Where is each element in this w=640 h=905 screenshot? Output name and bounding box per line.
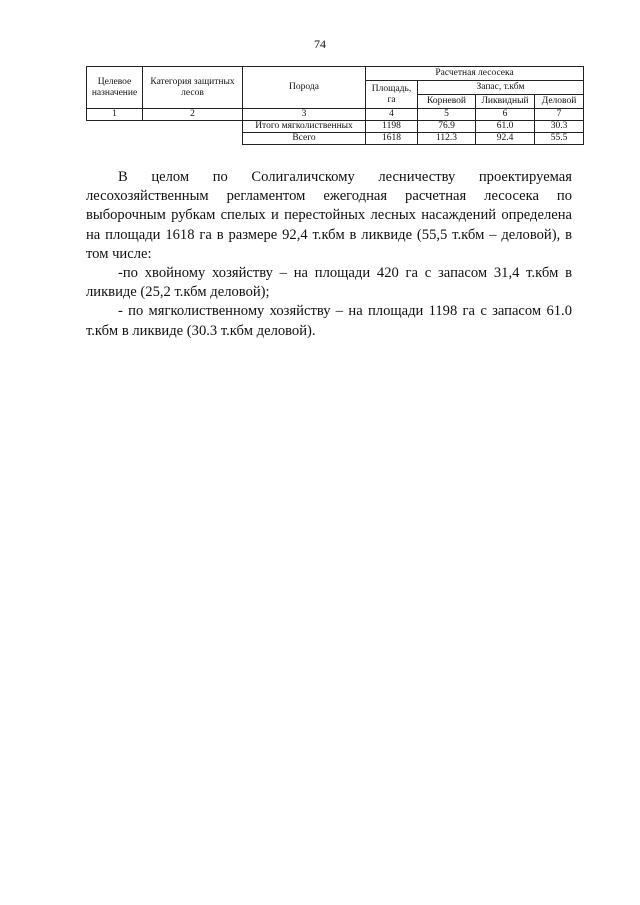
row-liquid: 92.4 bbox=[476, 133, 535, 145]
header-root: Корневой bbox=[418, 95, 476, 109]
header-business: Деловой bbox=[535, 95, 584, 109]
body-text bbox=[86, 168, 572, 341]
estimated-cut-table bbox=[86, 66, 584, 145]
paragraph-coniferous: -по хвойному хозяйству – на площади 420 га с запасом 31,4 т.кбм в ликвиде (25,2 т.кбм деловой); bbox=[86, 265, 572, 301]
column-number-row bbox=[87, 109, 584, 121]
row-root: 76.9 bbox=[418, 121, 476, 133]
row-business: 55.5 bbox=[535, 133, 584, 145]
column-number: 4 bbox=[366, 109, 418, 121]
row-label: Итого мягколиственных bbox=[243, 121, 366, 133]
column-number: 2 bbox=[143, 109, 243, 121]
column-number: 6 bbox=[476, 109, 535, 121]
header-stock: Запас, т.кбм bbox=[418, 81, 584, 95]
header-area: Площадь, га bbox=[366, 81, 418, 109]
row-area: 1618 bbox=[366, 133, 418, 145]
header-estimated-cut: Расчетная лесосека bbox=[366, 67, 584, 81]
header-purpose: Целевое назначение bbox=[87, 67, 143, 109]
column-number: 3 bbox=[243, 109, 366, 121]
header-category: Категория защитных лесов bbox=[143, 67, 243, 109]
empty-merged-cell bbox=[87, 121, 243, 145]
column-number: 7 bbox=[535, 109, 584, 121]
column-number: 1 bbox=[87, 109, 143, 121]
header-liquid: Ликвидный bbox=[476, 95, 535, 109]
header-species: Порода bbox=[243, 67, 366, 109]
page-number: 74 bbox=[314, 37, 326, 51]
column-number: 5 bbox=[418, 109, 476, 121]
row-root: 112.3 bbox=[418, 133, 476, 145]
row-liquid: 61.0 bbox=[476, 121, 535, 133]
paragraph-softwood: - по мягколиственному хозяйству – на площади 1198 га с запасом 61.0 т.кбм в ликвиде (30.3 т.кбм деловой). bbox=[86, 303, 572, 339]
row-area: 1198 bbox=[366, 121, 418, 133]
table-row bbox=[87, 121, 584, 133]
row-label: Всего bbox=[243, 133, 366, 145]
paragraph-summary: В целом по Солигаличскому лесничеству проектируемая лесохозяйственным регламентом ежегодная расчетная лесосека по выборочным рубкам спелых и перестойных лесных насаждений определена на площади 1618 га в размере 92,4 т.кбм в ликвиде (55,5 т.кбм – деловой), в том числе: bbox=[86, 169, 572, 262]
row-business: 30.3 bbox=[535, 121, 584, 133]
